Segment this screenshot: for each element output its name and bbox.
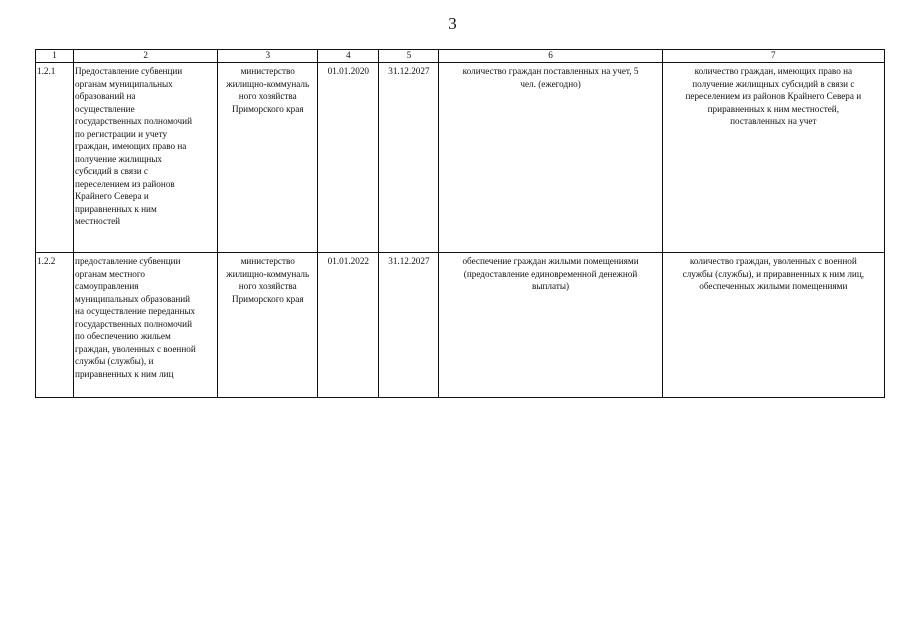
row-number-cell (36, 253, 74, 398)
text-line: местностей (75, 216, 121, 226)
result-cell (439, 63, 662, 253)
text-line: получение жилищных (75, 153, 163, 164)
column-header: 6 (439, 50, 662, 63)
start-date: 01.01.2020 (327, 66, 369, 76)
result-text (439, 63, 661, 90)
text-line: органам местного (75, 268, 146, 279)
column-header: 4 (318, 50, 379, 63)
text-line: выплаты) (531, 281, 570, 291)
column-header: 3 (218, 50, 318, 63)
text-line: поставленных на учет (730, 116, 817, 126)
table-header-row (36, 50, 885, 63)
text-line: государственных полномочий (75, 318, 192, 329)
text-line: ного хозяйства (238, 91, 297, 101)
description-cell (74, 253, 218, 398)
row-number: 1.2.1 (37, 66, 56, 76)
indicator-text (663, 63, 884, 128)
text-line: муниципальных образований (75, 293, 191, 304)
text-line: чел. (ежегодно) (520, 78, 581, 89)
description-text (74, 63, 217, 228)
text-line: Приморского края (231, 103, 304, 114)
text-line: жилищно-коммуналь (226, 268, 310, 279)
text-line: по обеспечению жильем (75, 331, 171, 341)
text-line: количество граждан, имеющих право на (694, 66, 853, 76)
text-line: органам муниципальных (75, 78, 173, 89)
text-line: службы (службы), и (75, 356, 154, 366)
text-line: приравненных к ним местностей, (707, 103, 840, 114)
end-date-cell (379, 253, 439, 398)
text-line: министерство (240, 256, 295, 266)
text-line: (предоставление единовременной денежной (463, 268, 638, 279)
text-line: государственных полномочий (75, 116, 192, 126)
column-header: 7 (662, 50, 884, 63)
column-header: 2 (74, 50, 218, 63)
text-line: ного хозяйства (238, 281, 297, 291)
text-line: образований на (75, 91, 136, 101)
indicator-text (663, 253, 884, 293)
text-line: обеспеченных жилыми помещениями (699, 281, 848, 291)
end-date-cell (379, 63, 439, 253)
text-line: обеспечение граждан жилыми помещениями (462, 256, 639, 266)
column-header: 5 (379, 50, 439, 63)
end-date: 31.12.2027 (388, 66, 430, 76)
text-line: приравненных к ним лиц (75, 368, 174, 379)
program-table (35, 49, 885, 398)
end-date: 31.12.2027 (388, 256, 430, 266)
description-text (74, 253, 217, 380)
text-line: осуществление (75, 103, 135, 114)
indicator-cell (662, 253, 884, 398)
text-line: по регистрации и учету (75, 128, 168, 139)
text-line: переселением из районов Крайнего Севера и (685, 91, 862, 101)
text-line: переселением из районов (75, 178, 175, 189)
start-date: 01.01.2022 (327, 256, 369, 266)
start-date-cell (318, 63, 379, 253)
executor-cell (218, 253, 318, 398)
row-number: 1.2.2 (37, 256, 56, 266)
text-line: Предоставление субвенции (75, 66, 183, 76)
executor-cell (218, 63, 318, 253)
text-line: граждан, уволенных с военной (75, 343, 196, 354)
result-cell (439, 253, 662, 398)
column-header: 1 (36, 50, 74, 63)
text-line: самоуправления (75, 281, 139, 291)
text-line: на осуществление переданных (75, 306, 196, 316)
text-line: министерство (240, 66, 295, 76)
text-line: получение жилищных субсидий в связи с (692, 78, 855, 89)
row-number-cell (36, 63, 74, 253)
table-row (36, 253, 885, 398)
table-row (36, 63, 885, 253)
text-line: Крайнего Севера и (75, 191, 149, 201)
text-line: службы (службы), и приравненных к ним лиц, (682, 268, 865, 279)
result-text (439, 253, 661, 293)
executor-text (218, 63, 317, 115)
executor-text (218, 253, 317, 305)
indicator-cell (662, 63, 884, 253)
text-line: приравненных к ним (75, 203, 157, 214)
text-line: жилищно-коммуналь (226, 78, 310, 89)
text-line: граждан, имеющих право на (75, 141, 187, 151)
description-cell (74, 63, 218, 253)
text-line: предоставление субвенции (75, 256, 181, 266)
page-number: 3 (448, 14, 457, 33)
start-date-cell (318, 253, 379, 398)
text-line: Приморского края (231, 293, 304, 304)
text-line: количество граждан, уволенных с военной (689, 256, 857, 266)
text-line: количество граждан поставленных на учет, 5 (462, 66, 639, 76)
text-line: субсидий в связи с (75, 166, 149, 176)
